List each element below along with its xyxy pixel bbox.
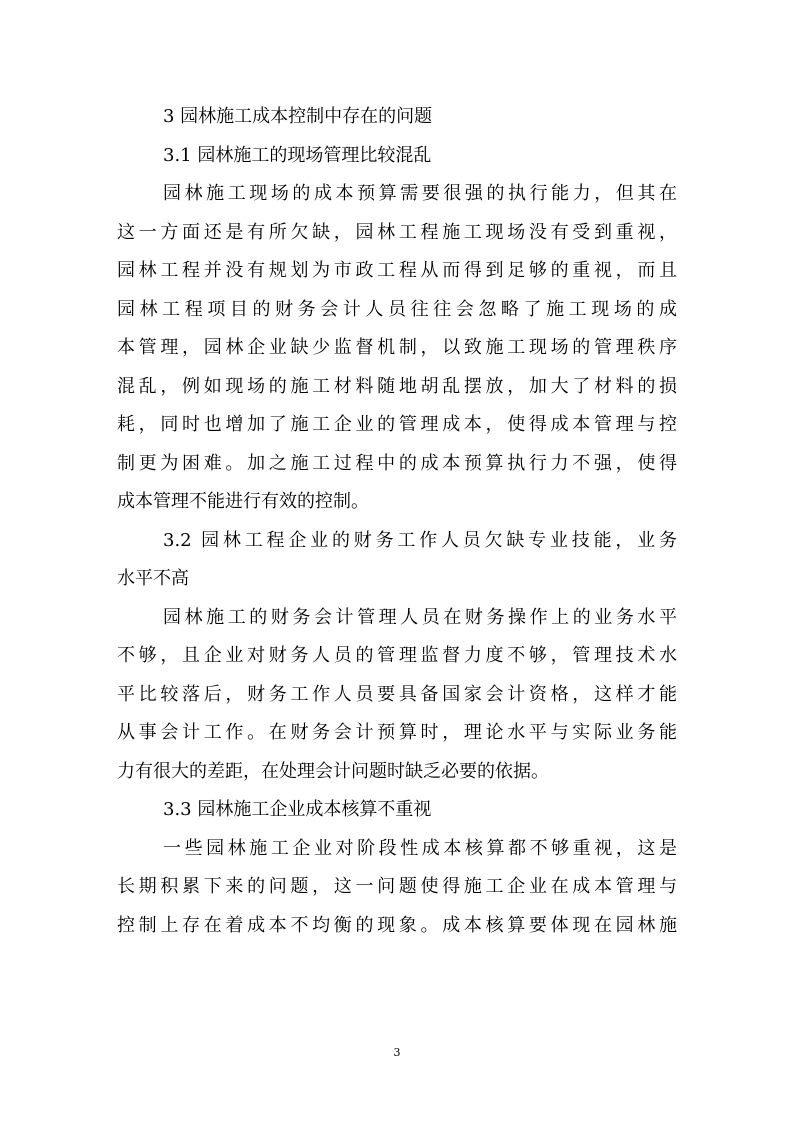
paragraph-line: 本管理，园林企业缺少监督机制，以致施工现场的管理秩序 (117, 337, 677, 358)
subsection-heading-3-1: 3.1 园林施工的现场管理比较混乱 (163, 144, 432, 166)
paragraph-line: 控制上存在着成本不均衡的现象。成本核算要体现在园林施 (117, 914, 677, 936)
paragraph-line: 制更为困难。加之施工过程中的成本预算执行力不强，使得 (117, 452, 677, 474)
paragraph-line: 平比较落后，财务工作人员要具备国家会计资格，这样才能 (117, 683, 677, 705)
document-body (117, 98, 677, 945)
paragraph-line: 这一方面还是有所欠缺，园林工程施工现场没有受到重视， (117, 221, 677, 243)
paragraph-line: 力有很大的差距，在处理会计问题时缺乏必要的依据。 (117, 760, 549, 782)
subsection-heading-3-3: 3.3 园林施工企业成本核算不重视 (163, 799, 432, 820)
paragraph-line: 不够，且企业对财务人员的管理监督力度不够，管理技术水 (117, 645, 677, 666)
paragraph-line: 长期积累下来的问题，这一问题使得施工企业在成本管理与 (117, 876, 677, 897)
page-number: 3 (393, 1046, 401, 1059)
paragraph-line: 从事会计工作。在财务会计预算时，理论水平与实际业务能 (117, 722, 677, 743)
paragraph-line: 混乱，例如现场的施工材料随地胡乱摆放，加大了材料的损 (117, 375, 677, 397)
subsection-heading-3-2-continued: 水平不高 (117, 568, 189, 589)
paragraph-line: 园林工程并没有规划为市政工程从而得到足够的重视，而且 (117, 260, 677, 281)
paragraph-line: 园林施工的财务会计管理人员在财务操作上的业务水平 (163, 606, 677, 628)
subsection-heading-3-2: 3.2 园林工程企业的财务工作人员欠缺专业技能，业务 (163, 529, 677, 551)
paragraph-line: 园林施工现场的成本预算需要很强的执行能力，但其在 (163, 183, 677, 204)
paragraph-line: 耗，同时也增加了施工企业的管理成本，使得成本管理与控 (117, 414, 677, 435)
paragraph-line: 园林工程项目的财务会计人员往往会忽略了施工现场的成 (117, 298, 677, 320)
section-heading-3: 3 园林施工成本控制中存在的问题 (163, 106, 433, 127)
paragraph-line: 一些园林施工企业对阶段性成本核算都不够重视，这是 (163, 837, 677, 859)
paragraph-line: 成本管理不能进行有效的控制。 (117, 491, 369, 512)
